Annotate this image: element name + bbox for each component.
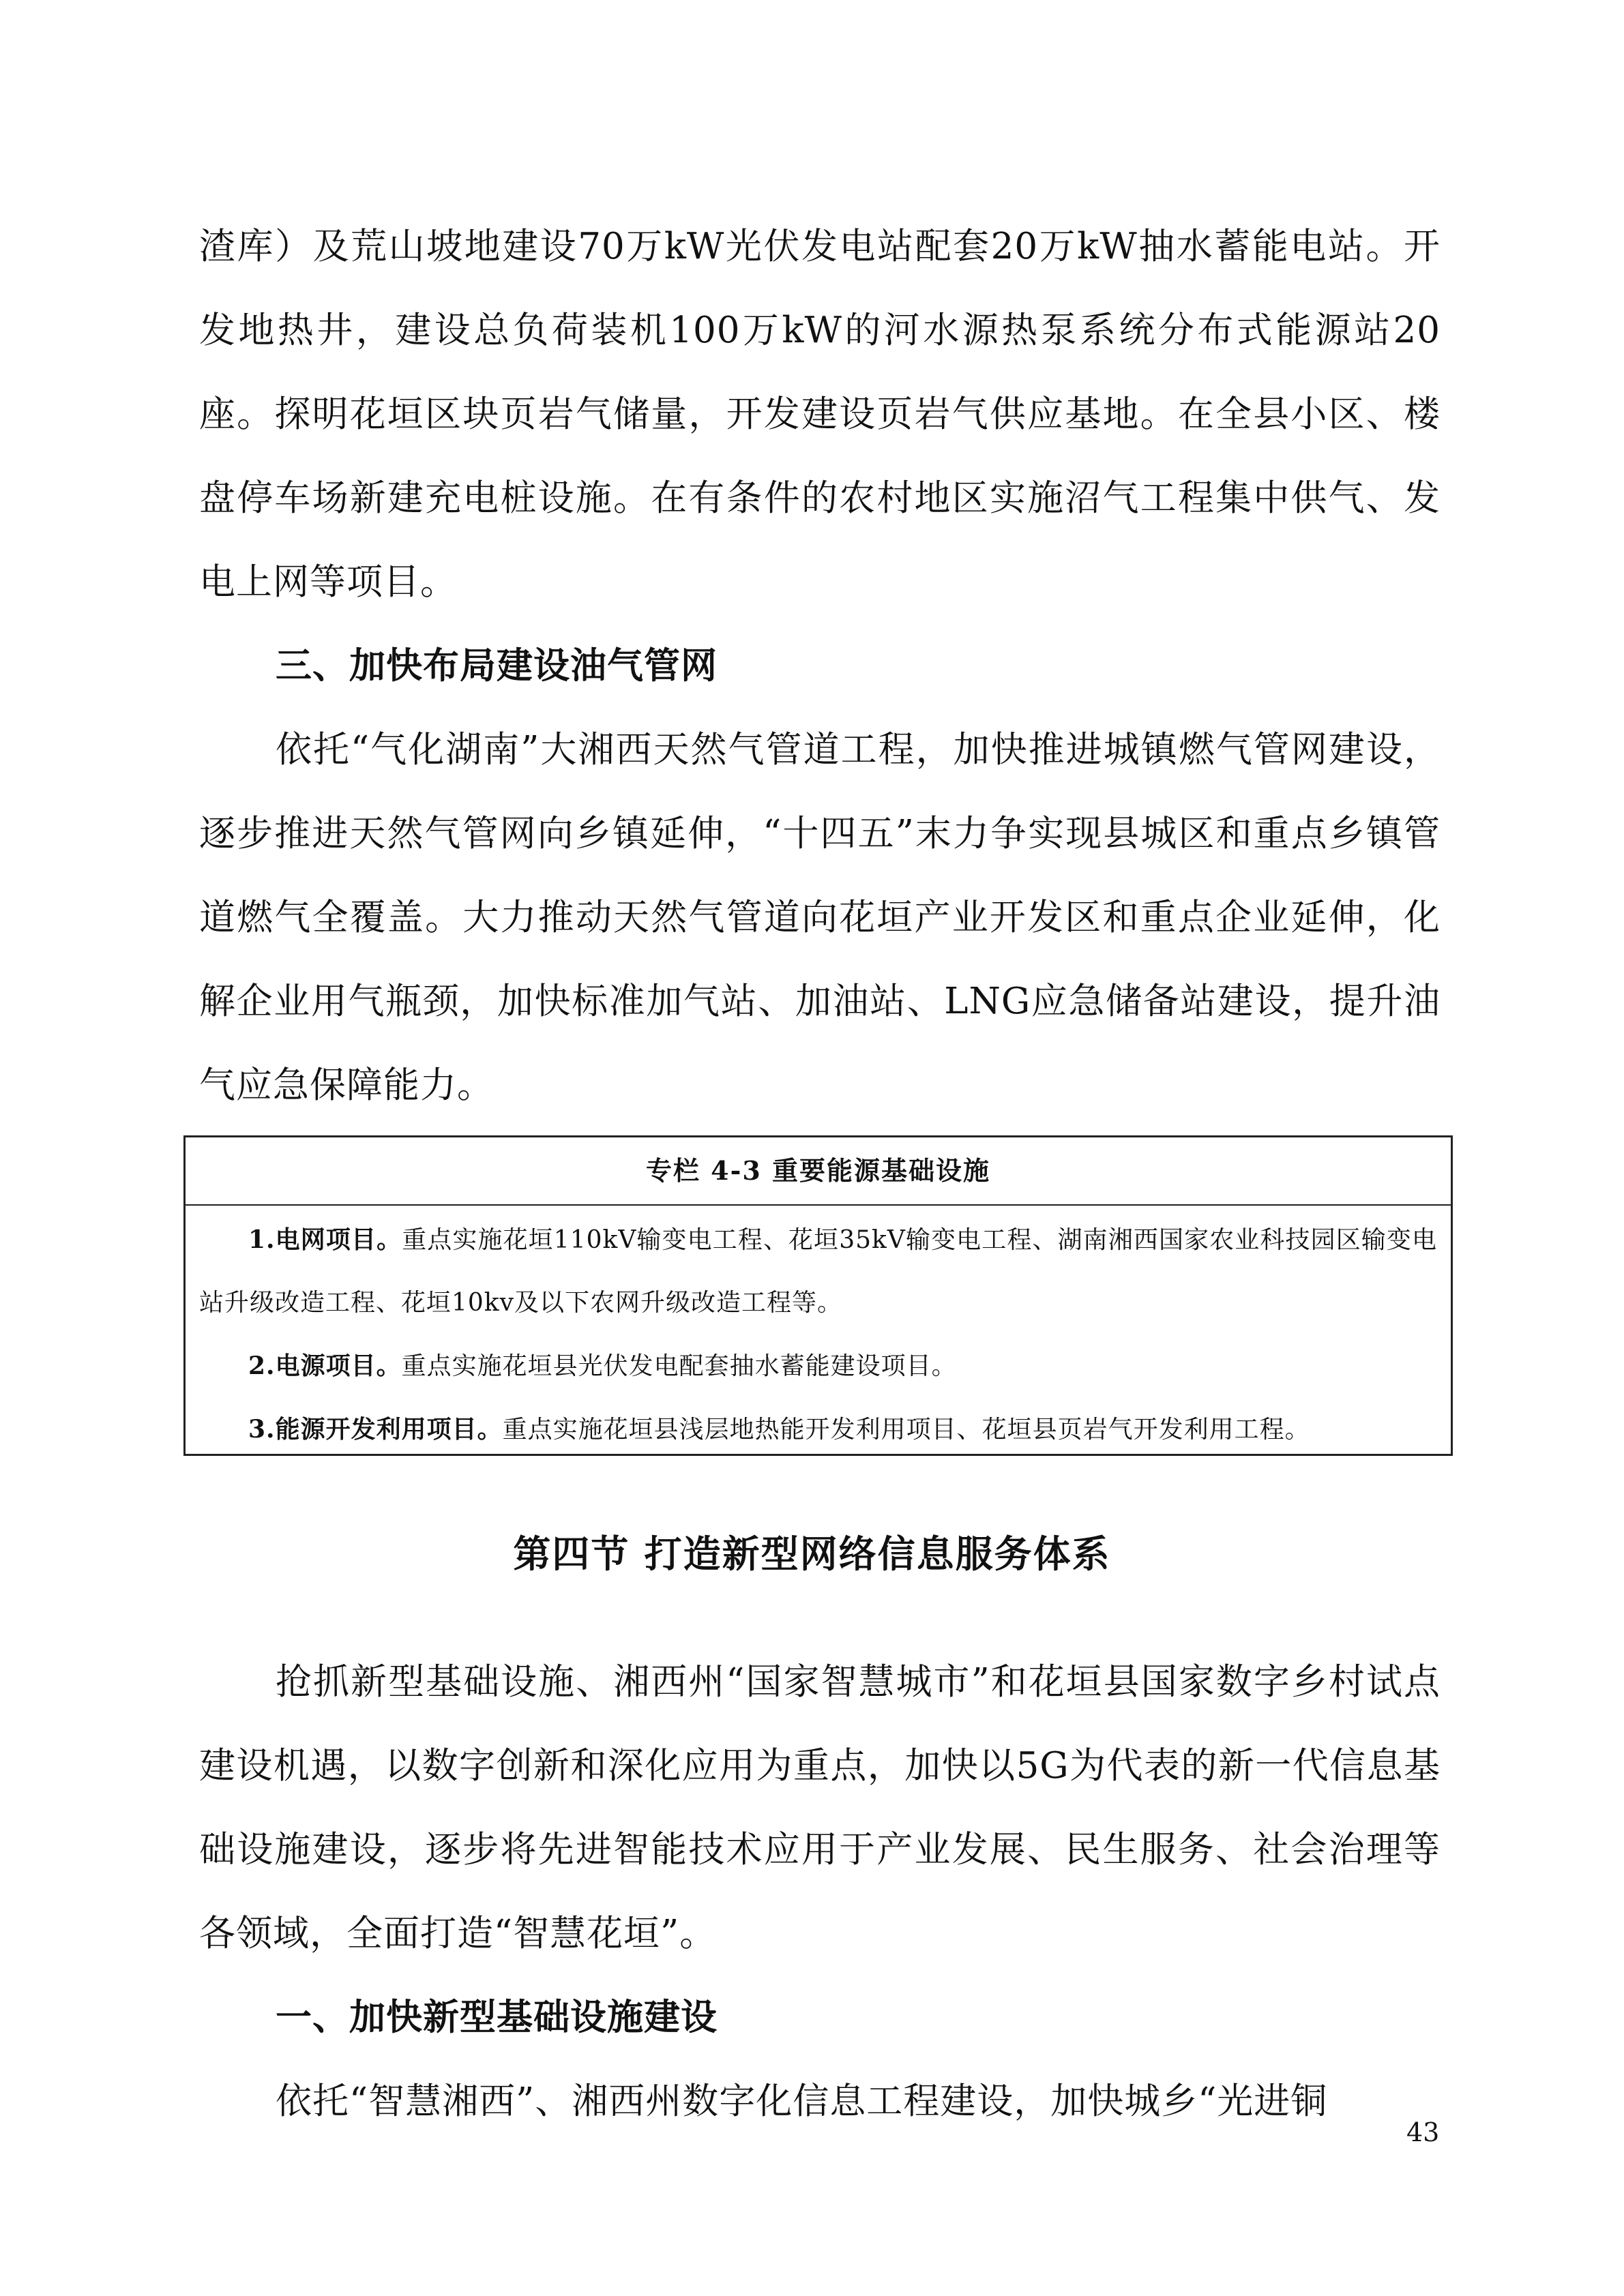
- box-item-text: 重点实施花垣县浅层地热能开发利用项目、花垣县页岩气开发利用工程。: [502, 1416, 1310, 1444]
- body-paragraph: 依托“气化湖南”大湘西天然气管道工程，加快推进城镇燃气管网建设，逐步推进天然气管网向乡镇延伸，“十四五”末力争实现县城区和重点乡镇管道燃气全覆盖。大力推动天然气管道向花垣产业开发区和重点企业延伸，化解企业用气瓶颈，加快标准加气站、加油站、LNG应急储备站建设，提升油气应急保障能力。: [199, 729, 1441, 1106]
- section-title: 第四节 打造新型网络信息服务体系: [513, 1532, 1111, 1576]
- box-item: [199, 1398, 1437, 1461]
- box-item-lead: 3.能源开发利用项目。: [248, 1415, 503, 1444]
- box-body: [186, 1206, 1451, 1461]
- box-item-text: 重点实施花垣110kV输变电工程、花垣35kV输变电工程、湖南湘西国家农业科技园区输变电站升级改造工程、花垣10kv及以下农网升级改造工程等。: [199, 1226, 1437, 1317]
- box-item-text: 重点实施花垣县光伏发电配套抽水蓄能建设项目。: [401, 1352, 957, 1380]
- box-item: [199, 1335, 1437, 1398]
- subsection-heading: 一、加快新型基础设施建设: [276, 1996, 718, 2038]
- box-title: 专栏 4-3 重要能源基础设施: [186, 1137, 1451, 1206]
- box-item-lead: 2.电源项目。: [248, 1352, 402, 1380]
- bottom-text-block: [199, 1640, 1441, 2143]
- top-text-block: [199, 205, 1441, 1127]
- subsection-heading: 三、加快布局建设油气管网: [276, 644, 718, 687]
- page-number: 43: [1406, 2117, 1440, 2147]
- box-item-lead: 1.电网项目。: [248, 1225, 402, 1254]
- body-paragraph: 抢抓新型基础设施、湘西州“国家智慧城市”和花垣县国家数字乡村试点建设机遇，以数字创新和深化应用为重点，加快以5G为代表的新一代信息基础设施建设，逐步将先进智能技术应用于产业发展、民生服务、社会治理等各领域，全面打造“智慧花垣”。: [199, 1661, 1441, 1954]
- body-paragraph: 依托“智慧湘西”、湘西州数字化信息工程建设，加快城乡“光进铜: [276, 2081, 1328, 2122]
- body-paragraph: 渣库）及荒山坡地建设70万kW光伏发电站配套20万kW抽水蓄能电站。开发地热井，建设总负荷装机100万kW的河水源热泵系统分布式能源站20座。探明花垣区块页岩气储量，开发建设页岩气供应基地。在全县小区、楼盘停车场新建充电桩设施。在有条件的农村地区实施沼气工程集中供气、发电上网等项目。: [199, 226, 1441, 603]
- box-item: [199, 1208, 1437, 1335]
- info-box: [183, 1135, 1453, 1456]
